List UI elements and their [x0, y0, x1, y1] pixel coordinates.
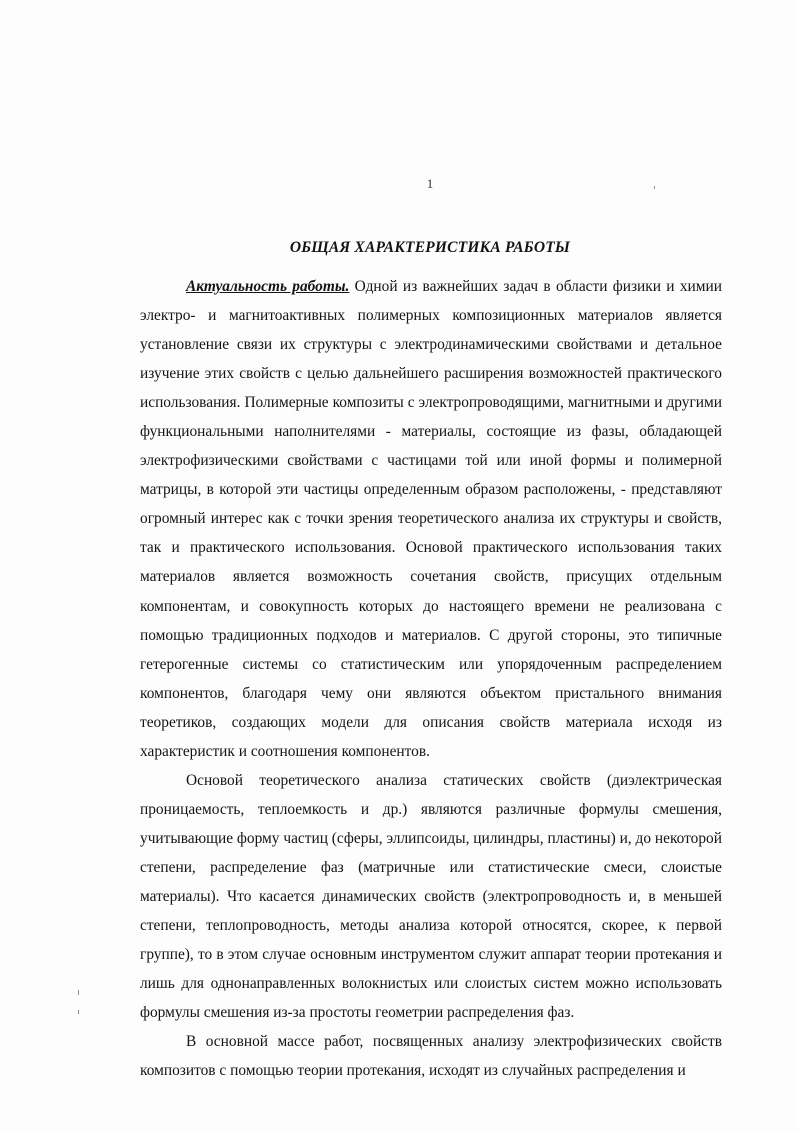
paragraph-percolation: В основной массе работ, посвященных анализу электрофизических свойств композитов с помощью теории протекания, исходят из случайных распределения и: [140, 1033, 722, 1080]
paragraph-relevance: [140, 272, 722, 766]
paragraph-text: Одной из важнейших задач в области физики и химии электро- и магнитоактивных полимерных композиционных материалов является установление связи их структуры с электродинамическими свойствами и детальное изучение этих свойств с целью дальнейшего расширения возможностей практического использования. Полимерные композиты с электропроводящими, магнитными и другими функциональными наполнителями - материалы, состоящие из фазы, обладающей электрофизическими свойствами с частицами той или иной формы и полимерной матрицы, в которой эти частицы определенным образом расположены, - представляют огромный интерес как с точки зрения теоретического анализа их структуры и свойств, так и практического использования. Основой практического использования таких материалов является возможность сочетания свойств, присущих отдельным компонентам, и совокупность которых до настоящего времени не реализована с помощью традиционных подходов и материалов. С другой стороны, это типичные гетерогенные системы со статистическим или упорядоченным распределением компонентов, благодаря чему они являются объектом пристального внимания теоретиков, создающих модели для описания свойств материала исходя из характеристик и соотношения компонентов.: [140, 278, 722, 760]
section-label-relevance: Актуальность работы.: [186, 278, 350, 295]
page-title: ОБЩАЯ ХАРАКТЕРИСТИКА РАБОТЫ: [289, 239, 571, 256]
scan-artifact: [78, 1010, 79, 1014]
scan-artifact: [654, 186, 655, 189]
document-body: [140, 272, 722, 1085]
page-number: 1: [426, 176, 434, 191]
paragraph-static-properties: Основой теоретического анализа статических свойств (диэлектрическая проницаемость, теплоемкость и др.) являются различные формулы смешения, учитывающие форму частиц (сферы, эллипсоиды, цилиндры, пластины) и, до некоторой степени, распределение фаз (матричные или статистические смеси, слоистые материалы). Что касается динамических свойств (электропроводность и, в меньшей степени, теплопроводность, методы анализа которой относятся, скорее, к первой группе), то в этом случае основным инструментом служит аппарат теории протекания и лишь для однонаправленных волокнистых или слоистых систем можно использовать формулы смешения из-за простоты геометрии распределения фаз.: [140, 771, 722, 1022]
scan-artifact: [78, 990, 79, 995]
